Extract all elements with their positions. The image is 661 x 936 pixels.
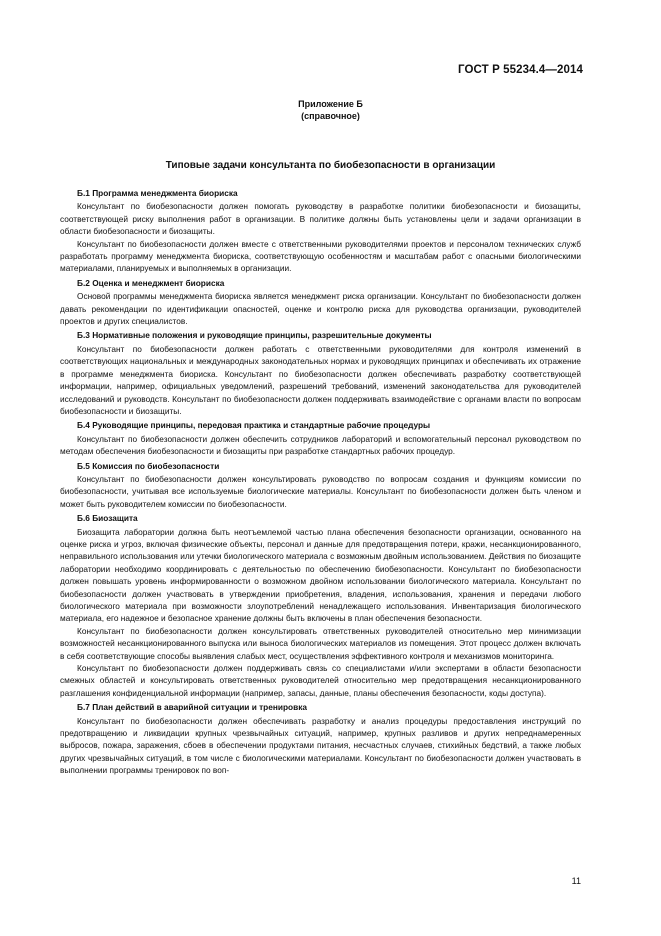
paragraph: Консультант по биобезопасности должен помогать руководству в разработке политики биобезопасности и биозащиты, соответствующей риску выполнения работ в организации. В политике должны быть установлены цели и задачи организации в области биобезопасности и биозащиты. [60,201,581,237]
paragraph: Основой программы менеджмента биориска является менеджмент риска организации. Консультант по биобезопасности должен давать рекомендации по идентификации опасностей, оценке и контролю риска для руководства организации, руководителей проектов и других специалистов. [60,291,581,327]
section-heading-b2: Б.2 Оценка и менеджмент биориска [77,277,225,288]
paragraph: Консультант по биобезопасности должен вместе с ответственными руководителями проектов и персоналом технических служб разработать программу менеджмента биориска, соответствующую особенностям и масштабам работ с опасными биологическими материалами, планируемых и выполняемых в организации. [60,238,581,274]
paragraph: Консультант по биобезопасности должен работать с ответственными руководителями для контроля изменений в соответствующих национальных и международных законодательных нормах и руководящих принципах и обеспечивать их отражение в программе менеджмента биориска. Консультант по биобезопасности должен обеспечивать разработку соответствующей информации, например, официальных уведомлений, разрешений требований, изменений законодательства для руководителей исследований и руководств. Консультант по биобезопасности должен поддерживать взаимодействие с органами власти по вопросам биобезопасности и биозащиты. [60,343,581,416]
page-number: 11 [571,876,581,886]
paragraph: Консультант по биобезопасности должен поддерживать связь со специалистами и/или экспертами в области безопасности смежных областей и консультировать ответственных руководителей относительно мер предотвращения несанкционированного разглашения конфиденциальной информации (например, запасы, данные, планы обеспечения безопасности, коды доступа). [60,663,581,698]
section-heading-b1: Б.1 Программа менеджмента биориска [77,188,238,198]
standard-number: ГОСТ Р 55234.4—2014 [458,64,583,76]
section-heading-b5: Б.5 Комиссия по биобезопасности [77,460,220,471]
appendix-note: (справочное) [301,111,360,121]
appendix-title: Типовые задачи консультанта по биобезопасности в организации [165,160,496,171]
paragraph: Консультант по биобезопасности должен обеспечивать разработку и анализ процедуры предоставления инструкций по предотвращению и ликвидации крупных чрезвычайных ситуаций, например, крупных разливов и других непреднамеренных выбросов, пожара, заражения, сбоев в обеспечении продуктами питания, несчастных случаев, стихийных бедствий, а также любых других чрезвычайных ситуаций, в том числе с биологическими материалами. Консультант по биобезопасности должен участвовать в выполнении программы тренировок по воп- [60,715,581,776]
paragraph: Консультант по биобезопасности должен консультировать руководство по вопросам создания и функциям комиссии по биобезопасности, учитывая все используемые биологические материалы. Консультант по биобезопасности должен быть членом и может быть руководителем комиссии по биобезопасности. [60,473,581,509]
document-body [60,185,581,777]
section-heading-b4: Б.4 Руководящие принципы, передовая практика и стандартные рабочие процедуры [77,420,431,431]
appendix-label: Приложение Б [298,99,363,109]
appendix-heading [0,98,661,122]
paragraph: Консультант по биобезопасности должен консультировать ответственных руководителей относительно мер минимизации возможностей несанкционированного выпуска или выноса биологических материалов из помещения. Этот процесс должен включать в себя соответствующие способы выявления слабых мест, осуществления эффективного контроля и механизмов мониторинга. [60,625,581,661]
section-heading-b7: Б.7 План действий в аварийной ситуации и тренировка [77,702,307,713]
paragraph: Консультант по биобезопасности должен обеспечить сотрудников лабораторий и вспомогательный персонал руководством по методам обеспечения биобезопасности и биозащиты при разработке стандартных рабочих процедур. [60,433,581,457]
paragraph: Биозащита лаборатории должна быть неотъемлемой частью плана обеспечения безопасности организации, основанного на оценке риска и угроз, включая физические объекты, персонал и данные для предотвращения потери, кражи, несанкционированного, неправильного использования или утечки биологического материала с возможным двойным использованием. Действия по биозащите лаборатории необходимо координировать с деятельностью по обеспечению биобезопасности. Консультант по биобезопасности должен повышать уровень информированности о возможном двойном использовании биологического материала. Консультант по биобезопасности должен участвовать в утверждении приобретения, владения, использования, хранения и передачи любого биологического материала при возможности злоупотреблений ненадлежащего использования. Инвентаризация биологического материала, его надежное и безопасное хранение должны быть включены в план обеспечения безопасности. [60,526,581,624]
section-heading-b6: Б.6 Биозащита [77,513,138,524]
section-heading-b3: Б.3 Нормативные положения и руководящие принципы, разрешительные документы [77,330,432,341]
